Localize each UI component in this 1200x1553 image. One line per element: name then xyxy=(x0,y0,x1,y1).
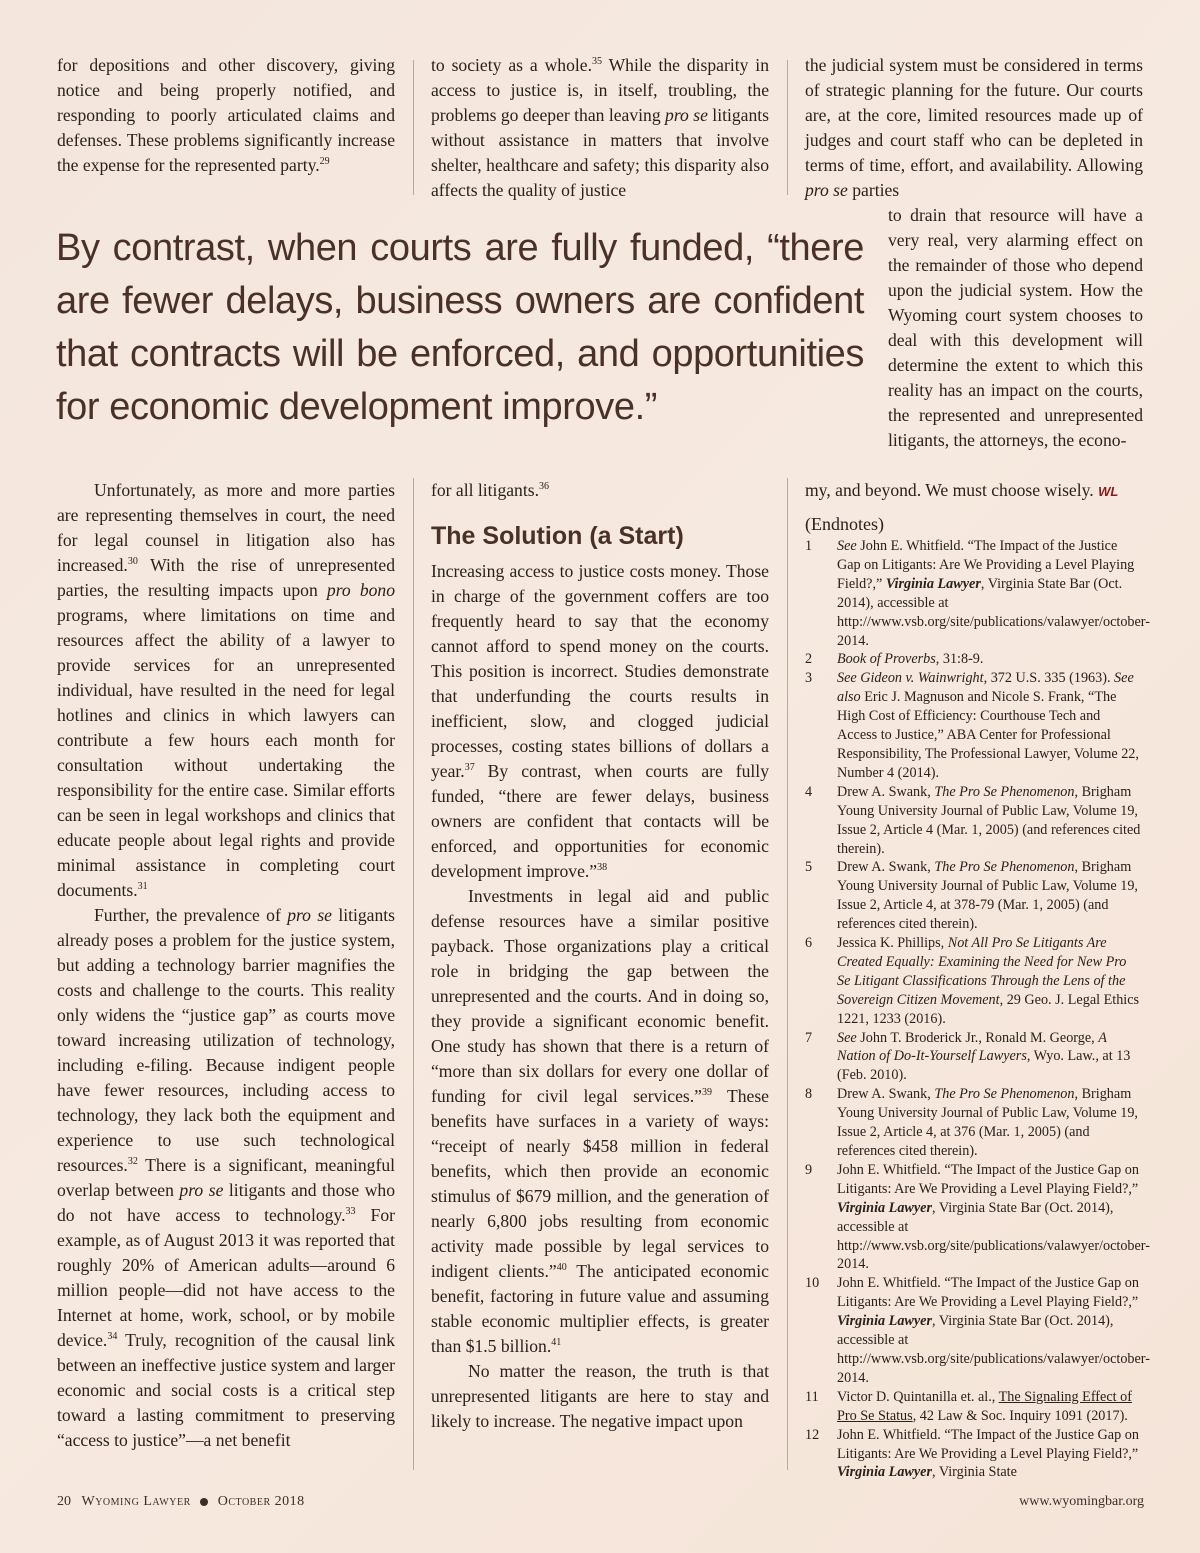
col3-end: my, and beyond. We must choose wisely. WL xyxy=(805,480,1119,500)
endnote-number: 11 xyxy=(805,1388,819,1405)
column-rule-1 xyxy=(413,478,414,1470)
endnote-number: 2 xyxy=(805,651,813,668)
endnote-number: 1 xyxy=(805,538,813,554)
page-number: 20 xyxy=(57,1494,71,1509)
endnote-text: Drew A. Swank, The Pro Se Phenomenon, Brigham Young University Journal of Public Law, Volume 19, Issue 2, Article 4, at 378-79 (Mar. 1, 2005) (and references cited therein). xyxy=(837,859,1138,933)
endnote-number: 12 xyxy=(805,1426,820,1443)
issue-date: October 2018 xyxy=(217,1494,305,1509)
col1-top-text: for depositions and other discovery, giving notice and being properly notified, and responding to poorly articulated claims and defenses. These problems significantly increase the expense for the represented party. xyxy=(57,55,395,175)
col3-top: the judicial system must be considered in terms of strategic planning for the future. Our courts are, at the core, limited resources made up of judges and court staff who can be depleted in terms of time, effort, and availability. Allowing pro se parties xyxy=(805,55,1143,200)
endnote-item xyxy=(805,1029,1143,1086)
col2-main: for all litigants.$^{36}$ The Solution (a Start) Increasing access to justice costs money. Those in charge of the government coffers are too frequently heard to say that the economy cannot afford to spend money on the courts. This position is incorrect. Studies demonstrate that underfunding the courts results in inefficient, slow, and clogged judicial processes, costing states billions of dollars a year.$^{37}$ By contrast, when courts are fully funded, “there are fewer delays, business owners are confident that contacts will be enforced, and opportunities for economic development improve.”$^{38}$ Investments in legal aid and public defense resources have a similar positive payback. Those organizations play a critical role in bridging the gap between the unrepresented and the courts. And in doing so, they provide a significant economic benefit. One study has shown that there is a return of “more than six dollars for every one dollar of funding for civil legal services.”$^{39}$ These benefits have surfaces in a variety of ways: “receipt of nearly $458 million in federal benefits, which then provide an economic stimulus of $679 million, and the generation of nearly 6,800 jobs resulting from economic activity made possible by legal services to indigent clients.”$^{40}$ The anticipated economic benefit, factoring in future value and assuming stable economic multiplier effects, is greater than $1.5 billion.$^{41}$ No matter the reason, the truth is that unrepresented litigants are here to stay and likely to increase. The negative impact upon xyxy=(431,480,769,1431)
column-rule-2-top xyxy=(787,60,788,195)
endnote-text: John E. Whitfield. “The Impact of the Justice Gap on Litigants: Are We Providing a Level Playing Field?,” Virginia Lawyer, Virginia State Bar (Oct. 2014), accessible at http://www.vsb.org/site/publications/valawyer/october-2014. xyxy=(837,1275,1150,1386)
section-heading: The Solution (a Start) xyxy=(431,522,684,550)
magazine-name: Wyoming Lawyer xyxy=(81,1494,191,1509)
endnote-text: Drew A. Swank, The Pro Se Phenomenon, Brigham Young University Journal of Public Law, Volume 19, Issue 2, Article 4 (Mar. 1, 2005) (and references cited therein). xyxy=(837,783,1141,857)
endnote-number: 10 xyxy=(805,1275,820,1292)
column-rule-2 xyxy=(787,478,788,1470)
endnote-item xyxy=(805,934,1143,1029)
endnotes xyxy=(805,512,1150,1482)
footer-left xyxy=(57,1494,305,1510)
endnote-item xyxy=(805,1274,1150,1387)
endnote-number: 6 xyxy=(805,935,813,952)
col2-top: to society as a whole.$^{35}$ While the disparity in access to justice is, in itself, troubling, the problems go deeper than leaving pro se litigants without assistance in matters that involve shelter, healthcare and safety; this disparity also affects the quality of justice xyxy=(431,55,769,200)
endnote-text: See John E. Whitfield. “The Impact of the Justice Gap on Litigants: Are We Providing a Level Playing Field?,” Virginia Lawyer, Virginia State Bar (Oct. 2014), accessible at http://www.vsb.org/site/publications/valawyer/october-2014. xyxy=(837,538,1150,649)
col3-side: to drain that resource will have a very real, very alarming effect on the remainder of those who depend upon the judicial system. How the Wyoming court system chooses to deal with this development will determine the extent to which this reality has an impact on the courts, the represented and unrepresented litigants, the attorneys, the econo- xyxy=(888,205,1143,450)
endnote-text: Jessica K. Phillips, Not All Pro Se Litigants Are Created Equally: Examining the Need for New Pro Se Litigant Classifications Through the Lens of the Sovereign Citizen Movement, 29 Geo. J. Legal Ethics 1221, 1233 (2016). xyxy=(837,935,1140,1027)
endnote-number: 8 xyxy=(805,1086,813,1103)
pull-quote: By contrast, when courts are fully funded, “there are fewer delays, business owners are confident that contracts will be enforced, and opportunities for economic development improve.” xyxy=(56,227,864,428)
bullet-icon xyxy=(200,1498,208,1506)
endnote-text: Victor D. Quintanilla et. al., The Signaling Effect of Pro Se Status, 42 Law & Soc. Inquiry 1091 (2017). xyxy=(837,1388,1132,1424)
col1-top: for depositions and other discovery, giving notice and being properly notified, and responding to poorly articulated claims and defenses. These problems significantly increase the expense for the represented party.$^{29}$ xyxy=(57,55,395,175)
endnote-text: See John T. Broderick Jr., Ronald M. George, A Nation of Do-It-Yourself Lawyers, Wyo. Law., at 13 (Feb. 2010). xyxy=(837,1029,1131,1084)
endnote-item xyxy=(805,858,1143,934)
endnotes-list xyxy=(805,537,1150,1482)
endnote-item xyxy=(805,1085,1143,1161)
endnote-number: 3 xyxy=(805,670,813,687)
endnote-number: 5 xyxy=(805,859,813,876)
endnote-text: Book of Proverbs, 31:8-9. xyxy=(837,651,984,668)
endnote-number: 4 xyxy=(805,783,813,800)
endnote-text: Drew A. Swank, The Pro Se Phenomenon, Brigham Young University Journal of Public Law, Volume 19, Issue 2, Article 4, at 376 (Mar. 1, 2005) (and references cited therein). xyxy=(837,1086,1138,1159)
endnote-item xyxy=(805,650,1143,669)
endnote-item xyxy=(805,783,1143,859)
endnote-text: See Gideon v. Wainwright, 372 U.S. 335 (1963). See also Eric J. Magnuson and Nicole S. Frank, “The High Cost of Efficiency: Courthouse Tech and Access to Justice,” ABA Center for Professional Responsibility, The Professional Lawyer, Volume 22, Number 4 (2014). xyxy=(837,670,1139,781)
endnote-text: John E. Whitfield. “The Impact of the Justice Gap on Litigants: Are We Providing a Level Playing Field?,” Virginia Lawyer, Virginia State xyxy=(837,1426,1139,1481)
endnote-number: 9 xyxy=(805,1161,813,1178)
footer-url[interactable]: www.wyomingbar.org xyxy=(1019,1494,1144,1509)
endnote-item xyxy=(805,1161,1150,1274)
wl-end-mark: WL xyxy=(1098,484,1119,499)
column-rule-1-top xyxy=(413,60,414,195)
endnote-text: John E. Whitfield. “The Impact of the Justice Gap on Litigants: Are We Providing a Level Playing Field?,” Virginia Lawyer, Virginia State Bar (Oct. 2014), accessible at http://www.vsb.org/site/publications/valawyer/october-2014. xyxy=(837,1161,1150,1273)
endnote-item xyxy=(805,1426,1143,1483)
endnote-item xyxy=(805,537,1150,650)
endnote-number: 7 xyxy=(805,1029,813,1046)
col1-main: Unfortunately, as more and more parties are representing themselves in court, the need for legal counsel in litigation also has increased.$^{30}$ With the rise of unrepresented parties, the resulting impacts upon pro bono programs, where limitations on time and resources affect the ability of a lawyer to provide services for an unrepresented individual, have resulted in the need for legal hotlines and clinics in which lawyers can contribute a few hours each month for consultation without undertaking the responsibility for the entire case. Similar efforts can be seen in legal workshops and clinics that educate people about legal rights and provide minimal assistance in completing court documents.$^{31}$ Further, the prevalence of pro se litigants already poses a problem for the justice system, but adding a technology barrier magnifies the costs and challenge to the courts. This reality only widens the “justice gap” as courts move toward increasing utilization of technology, including e-filing. Because indigent people have fewer resources, including access to technology, they lack both the equipment and experience to use such technological resources.$^{32}$ There is a significant, meaningful overlap between pro se litigants and those who do not have access to technology.$^{33}$ For example, as of August 2013 it was reported that roughly 20% of American adults—around 6 million people—did not have access to the Internet at home, work, school, or by mobile device.$^{34}$ Truly, recognition of the causal link between an ineffective justice system and larger economic and social costs is a critical step toward a lasting commitment to preserving “access to justice”—a net benefit xyxy=(57,480,396,1450)
endnote-item xyxy=(805,669,1143,782)
endnote-item xyxy=(805,1388,1143,1426)
endnotes-title: (Endnotes) xyxy=(805,514,884,534)
